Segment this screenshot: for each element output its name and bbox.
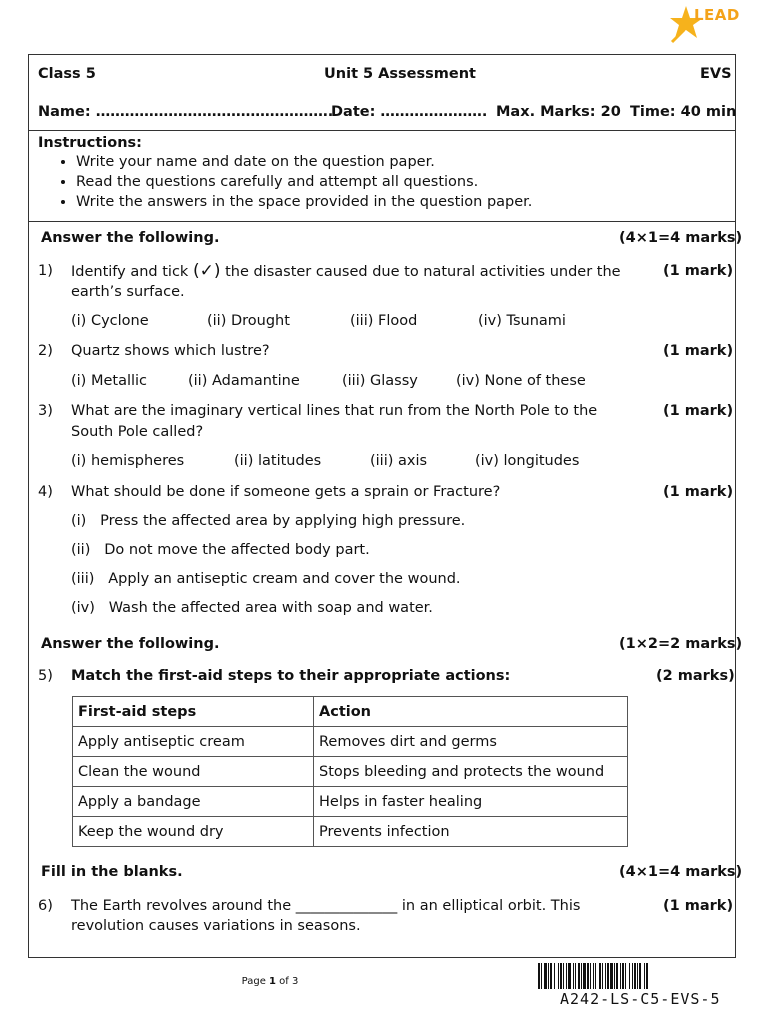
option: (i) Press the affected area by applying high pressure. xyxy=(71,513,466,529)
section-title: Answer the following. xyxy=(41,230,220,246)
table-row xyxy=(73,817,628,847)
divider xyxy=(29,221,735,222)
max-marks: Max. Marks: 20 xyxy=(496,104,621,120)
page-suffix: of 3 xyxy=(276,976,299,987)
subject-label: EVS xyxy=(700,66,732,82)
option: (i) Cyclone xyxy=(71,313,149,329)
class-label: Class 5 xyxy=(38,66,96,82)
instructions-list xyxy=(46,152,532,212)
question-number: 6) xyxy=(38,898,53,914)
section-title: Answer the following. xyxy=(41,636,220,652)
table-row xyxy=(73,727,628,757)
page-number xyxy=(0,976,540,987)
option: (ii) Drought xyxy=(207,313,290,329)
question-text: What are the imaginary vertical lines that run from the North Pole to the xyxy=(71,403,598,419)
option: (iv) Tsunami xyxy=(478,313,566,329)
question-text: What should be done if someone gets a sprain or Fracture? xyxy=(71,484,501,500)
date-field: Date: …………………. xyxy=(331,104,488,120)
option: (iii) Flood xyxy=(350,313,418,329)
question-text: Match the first-aid steps to their appropriate actions: xyxy=(71,668,511,684)
option: (ii) Do not move the affected body part. xyxy=(71,542,370,558)
option: (iii) Glassy xyxy=(342,373,418,389)
question-text-line2: revolution causes variations in seasons. xyxy=(71,918,361,934)
question-marks: (1 mark) xyxy=(663,403,734,419)
table-row xyxy=(73,787,628,817)
question-text-line2: South Pole called? xyxy=(71,424,204,440)
table-cell: Apply antiseptic cream xyxy=(73,727,314,757)
tick-icon: (✓) xyxy=(192,261,221,281)
question-marks: (1 mark) xyxy=(663,484,734,500)
question-text xyxy=(71,261,621,282)
question-number: 5) xyxy=(38,668,53,684)
question-text: The Earth revolves around the ______________ in an elliptical orbit. This xyxy=(71,898,581,914)
option: (iii) axis xyxy=(370,453,428,469)
option: (iii) Apply an antiseptic cream and cover the wound. xyxy=(71,571,461,587)
instruction-item: • Read the questions carefully and attempt all questions. xyxy=(76,172,532,192)
question-number: 3) xyxy=(38,403,53,419)
question-marks: (1 mark) xyxy=(663,263,734,279)
time-allowed: Time: 40 min xyxy=(630,104,737,120)
option: (iv) None of these xyxy=(456,373,586,389)
option: (i) hemispheres xyxy=(71,453,185,469)
section-marks: (4×1=4 marks) xyxy=(619,864,743,880)
document-code: A242-LS-C5-EVS-5 xyxy=(560,990,721,1008)
instructions-heading: Instructions: xyxy=(38,135,142,151)
question-number: 1) xyxy=(38,263,53,279)
option: (ii) Adamantine xyxy=(188,373,300,389)
table-row xyxy=(73,757,628,787)
option: (ii) latitudes xyxy=(234,453,322,469)
instruction-item: • Write the answers in the space provided in the question paper. xyxy=(76,192,532,212)
question-text: Quartz shows which lustre? xyxy=(71,343,270,359)
table-cell: Apply a bandage xyxy=(73,787,314,817)
table-header-cell: Action xyxy=(314,697,628,727)
question-marks: (2 marks) xyxy=(656,668,735,684)
section-marks: (4×1=4 marks) xyxy=(619,230,743,246)
logo-text: LEAD xyxy=(694,6,740,24)
question-text-part: the disaster caused due to natural activities under the xyxy=(225,264,621,280)
section-marks: (1×2=2 marks) xyxy=(619,636,743,652)
table-cell: Prevents infection xyxy=(314,817,628,847)
table-cell: Keep the wound dry xyxy=(73,817,314,847)
current-page: 1 xyxy=(269,976,276,987)
question-text-part: Identify and tick xyxy=(71,264,189,280)
lead-logo xyxy=(670,4,750,46)
match-table xyxy=(72,696,628,847)
option: (iv) Wash the affected area with soap and water. xyxy=(71,600,433,616)
page-prefix: Page xyxy=(241,976,270,987)
option: (iv) longitudes xyxy=(475,453,580,469)
table-cell: Helps in faster healing xyxy=(314,787,628,817)
table-cell: Stops bleeding and protects the wound xyxy=(314,757,628,787)
question-text-line2: earth’s surface. xyxy=(71,284,185,300)
question-marks: (1 mark) xyxy=(663,343,734,359)
divider xyxy=(29,130,735,131)
table-header-cell: First-aid steps xyxy=(73,697,314,727)
option: (i) Metallic xyxy=(71,373,148,389)
section-title: Fill in the blanks. xyxy=(41,864,183,880)
question-number: 4) xyxy=(38,484,53,500)
instruction-item: • Write your name and date on the question paper. xyxy=(76,152,532,172)
barcode-icon xyxy=(538,963,742,989)
table-cell: Clean the wound xyxy=(73,757,314,787)
assessment-title: Unit 5 Assessment xyxy=(324,66,476,82)
question-marks: (1 mark) xyxy=(663,898,734,914)
table-header-row xyxy=(73,697,628,727)
name-field: Name: …………………………………………. xyxy=(38,104,334,120)
question-number: 2) xyxy=(38,343,53,359)
table-cell: Removes dirt and germs xyxy=(314,727,628,757)
